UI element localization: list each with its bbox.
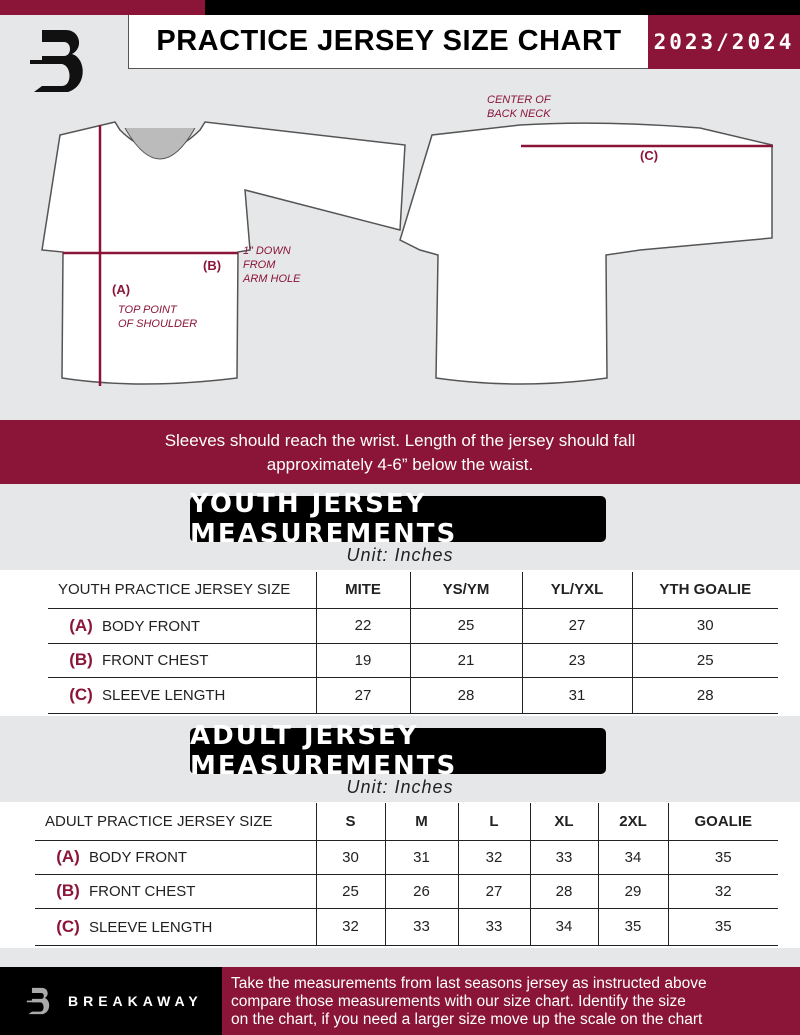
brand-name: BREAKAWAY — [68, 993, 203, 1009]
cell: 33 — [385, 908, 458, 945]
column-header: ADULT PRACTICE JERSEY SIZE — [35, 803, 316, 840]
adult-table — [35, 803, 778, 946]
cell: 31 — [522, 677, 632, 713]
label-c: (C) — [640, 148, 659, 163]
column-header: L — [458, 803, 530, 840]
table-header-row — [48, 572, 778, 608]
row-label: FRONT CHEST — [89, 883, 196, 900]
cell: 32 — [316, 908, 385, 945]
youth-table — [48, 572, 778, 714]
cell: 30 — [316, 840, 385, 874]
row-label: BODY FRONT — [89, 849, 188, 866]
note-shoulder: TOP POINT OF SHOULDER — [118, 304, 198, 330]
column-header: M — [385, 803, 458, 840]
row-label: BODY FRONT — [102, 617, 201, 635]
cell: 21 — [410, 643, 522, 677]
cell: 27 — [458, 874, 530, 908]
cell: 25 — [410, 608, 522, 643]
row-label: SLEEVE LENGTH — [102, 687, 226, 704]
row-letter: (A) — [69, 615, 93, 635]
cell: 35 — [668, 908, 778, 945]
breakaway-small-logo-icon — [26, 984, 54, 1018]
footer-instructions: Take the measurements from last seasons jersey as instructed above compare those measurements with our size chart. Identify the size on the chart, if you need a larger size move up the scale on the chart — [222, 967, 800, 1035]
row-letter: (C) — [56, 916, 80, 936]
row-label: FRONT CHEST — [102, 652, 209, 669]
label-a: (A) — [112, 282, 131, 297]
column-header: YS/YM — [410, 572, 522, 608]
table-row — [48, 677, 778, 713]
table-row — [35, 840, 778, 874]
cell: 31 — [385, 840, 458, 874]
cell: 29 — [598, 874, 668, 908]
adult-heading: ADULT JERSEY MEASUREMENTS — [190, 728, 606, 774]
table-row — [48, 608, 778, 643]
cell: 25 — [316, 874, 385, 908]
cell: 33 — [530, 840, 598, 874]
label-b: (B) — [203, 258, 222, 273]
note-arm-hole: 1” DOWN FROM ARM HOLE — [243, 245, 301, 285]
cell: 25 — [632, 643, 778, 677]
cell: 34 — [530, 908, 598, 945]
back-jersey — [400, 123, 772, 384]
column-header: YTH GOALIE — [632, 572, 778, 608]
jersey-diagram — [0, 90, 800, 420]
cell: 22 — [316, 608, 410, 643]
row-letter: (B) — [56, 881, 80, 900]
table-row — [35, 874, 778, 908]
cell: 35 — [668, 840, 778, 874]
column-header: S — [316, 803, 385, 840]
season-label: 2023/2024 — [648, 15, 800, 69]
cell: 32 — [458, 840, 530, 874]
breakaway-logo-icon — [28, 26, 94, 96]
cell: 33 — [458, 908, 530, 945]
cell: 27 — [316, 677, 410, 713]
row-letter: (A) — [56, 847, 80, 866]
cell: 28 — [632, 677, 778, 713]
top-black-bar — [205, 0, 800, 15]
row-letter: (C) — [69, 685, 93, 704]
row-label: SLEEVE LENGTH — [89, 918, 213, 936]
cell: 30 — [632, 608, 778, 643]
cell: 35 — [598, 908, 668, 945]
cell: 23 — [522, 643, 632, 677]
table-row — [35, 908, 778, 945]
column-header: GOALIE — [668, 803, 778, 840]
cell: 19 — [316, 643, 410, 677]
cell: 27 — [522, 608, 632, 643]
column-header: YL/YXL — [522, 572, 632, 608]
row-letter: (B) — [69, 650, 93, 669]
column-header: YOUTH PRACTICE JERSEY SIZE — [48, 572, 316, 608]
youth-heading: YOUTH JERSEY MEASUREMENTS — [190, 496, 606, 542]
cell: 28 — [410, 677, 522, 713]
adult-unit: Unit: Inches — [346, 777, 454, 797]
note-back-neck: CENTER OF BACK NECK — [487, 94, 551, 120]
cell: 26 — [385, 874, 458, 908]
column-header: MITE — [316, 572, 410, 608]
cell: 28 — [530, 874, 598, 908]
youth-unit: Unit: Inches — [346, 545, 454, 565]
cell: 32 — [668, 874, 778, 908]
table-header-row — [35, 803, 778, 840]
top-accent-bar — [0, 0, 205, 15]
table-row — [48, 643, 778, 677]
column-header: 2XL — [598, 803, 668, 840]
instruction-banner: Sleeves should reach the wrist. Length of the jersey should fall approximately 4-6” below the waist. — [0, 420, 800, 484]
column-header: XL — [530, 803, 598, 840]
cell: 34 — [598, 840, 668, 874]
page-title: PRACTICE JERSEY SIZE CHART — [128, 15, 650, 69]
